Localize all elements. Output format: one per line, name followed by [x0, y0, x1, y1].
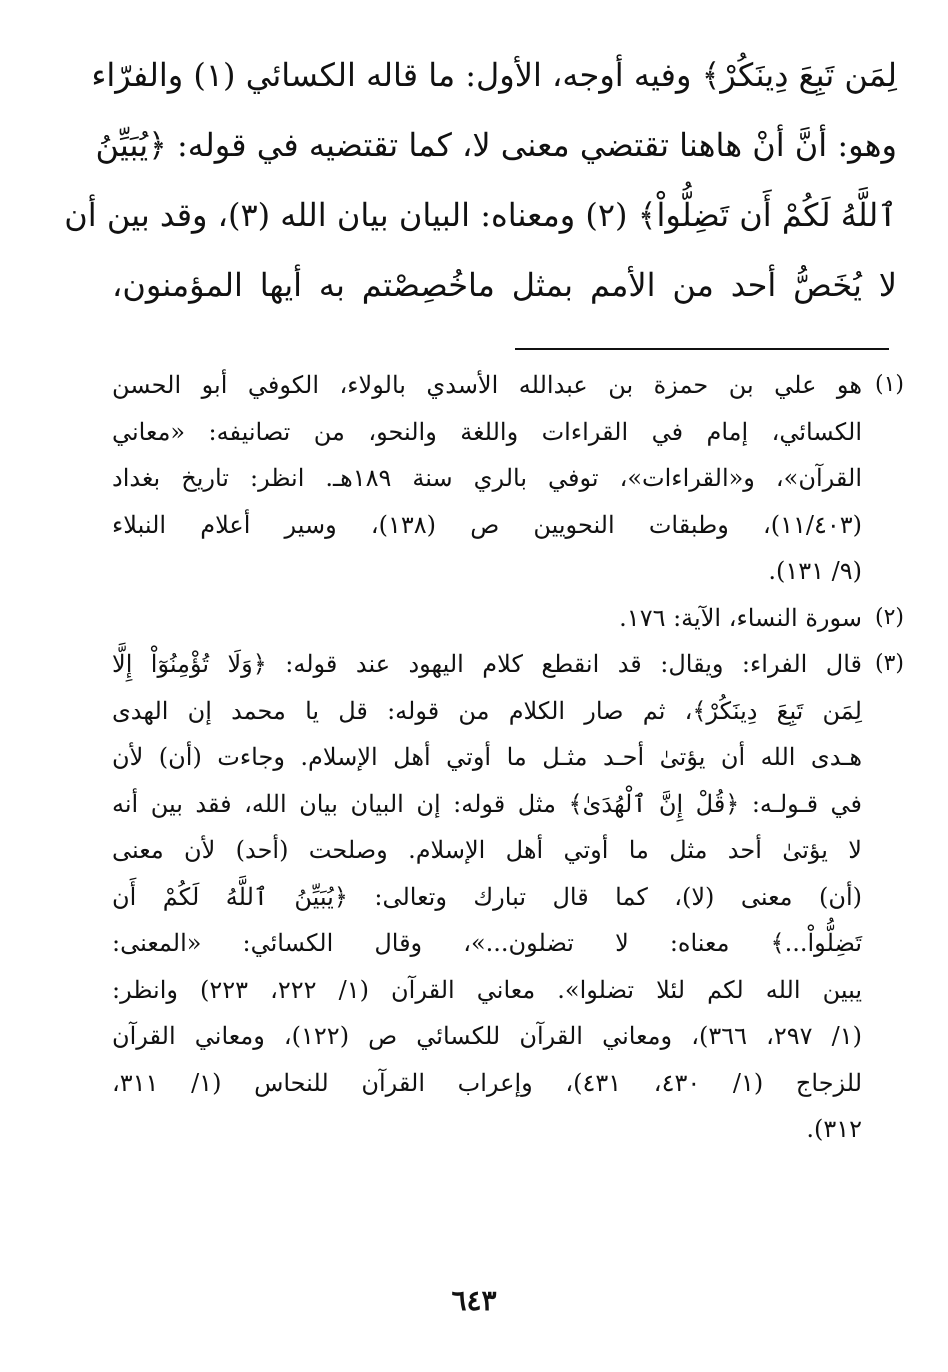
- footnote-number: (١): [874, 372, 904, 397]
- footnote-line: يبين الله لكم لئلا تضلوا». معاني القرآن (١/ ٢٢٢، ٢٢٣) وانظر:: [112, 975, 863, 1004]
- footnote-line: قال الفراء: ويقال: قد انقطع كلام اليهود عند قوله: ﴿وَلَا تُؤْمِنُوٓاْ إِلَّا: [112, 650, 862, 678]
- main-text-line: وهو: أنَّ أنْ هاهنا تقتضي معنى لا، كما تقتضيه في قوله: ﴿يُبَيِّنُ: [95, 126, 897, 164]
- footnote-2: [112, 595, 904, 642]
- main-text-block: [64, 40, 897, 320]
- footnote-line: (١/ ٢٩٧، ٣٦٦)، ومعاني القرآن للكسائي ص (١٢٢)، ومعاني القرآن: [112, 1022, 862, 1050]
- footnote-line: لِمَن تَبِعَ دِينَكُرْ﴾، ثم صار الكلام من قوله: قل يا محمد إن الهدى: [112, 696, 862, 725]
- footnote-line: سورة النساء، الآية: ١٧٦.: [619, 603, 862, 632]
- main-text-line: لا يُخَصُّ أحد من الأمم بمثل ماخُصِصْتم به أيها المؤمنون،: [112, 266, 897, 304]
- footnote-line: في قـولـه: ﴿قُلْ إِنَّ ٱلْهُدَىٰ﴾ مثل قوله: إن البيان بيان الله، فقد بين أنه: [112, 789, 862, 818]
- footnotes-block: [112, 362, 904, 1153]
- footnote-line: ٣١٢).: [806, 1115, 862, 1143]
- footnote-line: (أن) معنى (لا)، كما قال تبارك وتعالى: ﴿يُبَيِّنُ ٱللَّهُ لَكُمْ أَن: [112, 882, 862, 911]
- main-text-line: لِمَن تَبِعَ دِينَكُرْ﴾ وفيه أوجه، الأول: ما قاله الكسائي (١) والفرّاء: [91, 56, 897, 94]
- footnote-number: (٢): [874, 604, 904, 630]
- footnote-line: الكسائي، إمام في القراءات واللغة والنحو، من تصانيفه: «معاني: [112, 417, 862, 446]
- footnote-line: هو علي بن حمزة بن عبدالله الأسدي بالولاء، الكوفي أبو الحسن: [112, 371, 862, 399]
- footnote-3: [112, 641, 904, 1153]
- page-number: ٦٤٣: [451, 1284, 497, 1317]
- footnote-line: القرآن»، و«القراءات»، توفي بالري سنة ١٨٩هـ. انظر: تاريخ بغداد: [112, 464, 863, 492]
- main-text-line: ٱللَّهُ لَكُمْ أَن تَضِلُّواْ﴾ (٢) ومعناه: البيان بيان الله (٣)، وقد بين أن: [64, 196, 897, 234]
- footnote-line: (١١/٤٠٣)، وطبقات النحويين ص (١٣٨)، وسير أعلام النبلاء: [112, 510, 862, 539]
- footnote-line: هـدى الله أن يؤتىٰ أحـد مثـل ما أوتي أهل الإسلام. وجاءت (أن) لأن: [112, 743, 862, 771]
- footnote-number: (٣): [874, 651, 904, 676]
- footnote-line: لا يؤتىٰ أحد مثل ما أوتي أهل الإسلام. وصلحت (أحد) لأن معنى: [112, 836, 862, 864]
- footnote-line: للزجاج (١/ ٤٣٠، ٤٣١)، وإعراب القرآن للنحاس (١/ ٣١١،: [112, 1068, 863, 1097]
- footnote-line: (٩/ ١٣١).: [768, 557, 862, 585]
- footnote-line: تَضِلُّواْ...﴾ معناه: لا تضلون...»، وقال الكسائي: «المعنى:: [112, 929, 862, 957]
- footnote-1: [112, 362, 904, 595]
- footnote-separator: [515, 348, 889, 350]
